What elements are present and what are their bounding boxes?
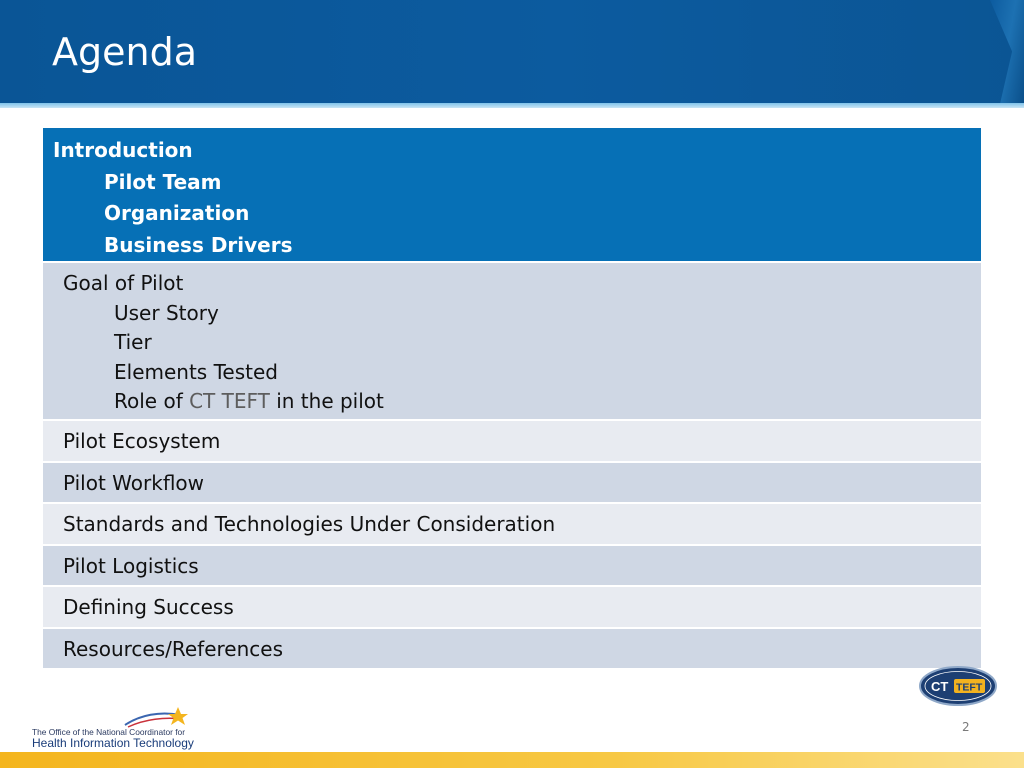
agenda-row-introduction — [43, 128, 981, 263]
role-suffix: in the pilot — [269, 389, 384, 414]
page-number: 2 — [962, 720, 970, 734]
onc-logo — [30, 705, 200, 750]
title-bar-fold — [990, 0, 1024, 103]
agenda-subitem: Tier — [114, 330, 152, 355]
agenda-subitem: User Story — [114, 300, 219, 325]
title-bar-underline — [0, 103, 1024, 108]
agenda-subitem: Pilot Team — [104, 169, 222, 194]
agenda-subitem: Organization — [104, 201, 250, 225]
agenda-row: Resources/References — [43, 629, 981, 671]
agenda-row: Defining Success — [43, 587, 981, 629]
page-title: Agenda — [52, 30, 197, 74]
agenda-row: Standards and Technologies Under Consideration — [43, 504, 981, 546]
onc-logo-line2: Health Information Technology — [32, 736, 194, 750]
role-prefix: Role of — [114, 389, 190, 414]
agenda-subitem: Business Drivers — [104, 232, 293, 257]
ct-logo-text-ct: CT — [931, 679, 949, 694]
agenda-table — [43, 128, 981, 670]
agenda-row-goal — [43, 263, 981, 421]
footer-band — [0, 752, 1024, 768]
onc-logo-line1: The Office of the National Coordinator for — [32, 727, 186, 737]
role-highlight: CT TEFT — [189, 389, 270, 414]
agenda-item-goal: Goal of Pilot — [63, 271, 184, 295]
ct-logo-text-teft: TEFT — [956, 681, 983, 694]
ct-teft-logo — [918, 665, 998, 707]
agenda-subitem-role — [63, 387, 981, 417]
agenda-row: Pilot Workflow — [43, 463, 981, 505]
agenda-row: Pilot Ecosystem — [43, 421, 981, 463]
agenda-item-introduction: Introduction — [53, 138, 193, 162]
onc-swoosh-icon — [30, 705, 200, 729]
agenda-row: Pilot Logistics — [43, 546, 981, 588]
agenda-subitem: Elements Tested — [114, 359, 278, 384]
